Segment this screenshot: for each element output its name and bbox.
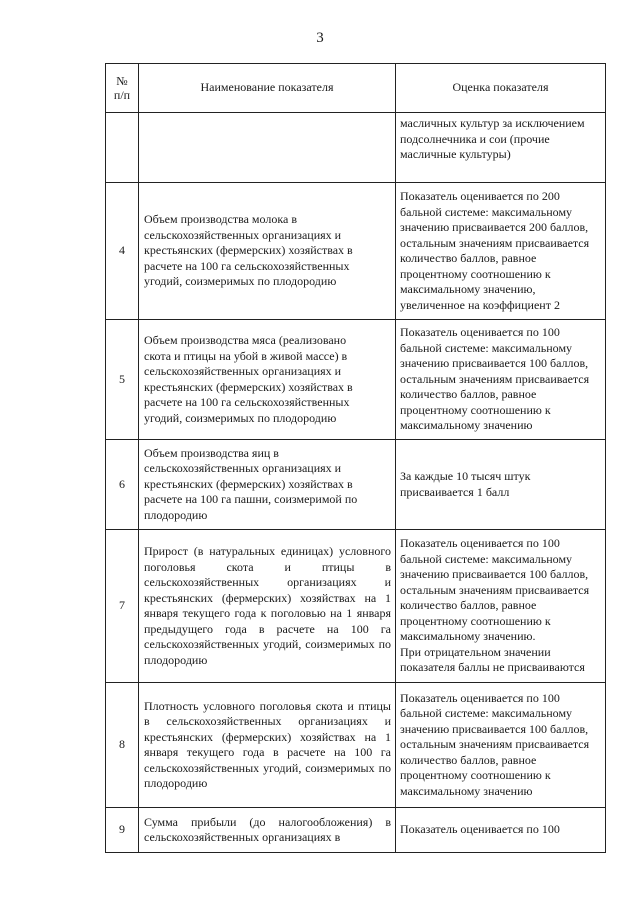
row-number: 5 — [106, 320, 139, 440]
row-number: 6 — [106, 440, 139, 530]
table-row — [106, 183, 606, 320]
indicator-name: Сумма прибыли (до налогообложения) в сельскохозяйственных организациях в — [139, 808, 396, 853]
row-number — [106, 113, 139, 183]
table-row — [106, 808, 606, 853]
indicator-evaluation: Показатель оценивается по 100 бальной системе: максимальному значению присваивается 100 баллов, остальным значениям присваивается количество баллов, равное процентному соотношению к максимальному значению. При отрицательном значении показателя баллы не присваиваются — [396, 530, 606, 683]
indicator-name: Плотность условного поголовья скота и птицы в сельскохозяйственных организациях и крестьянских (фермерских) хозяйствах на 1 января текущего года в расчете на 100 га сельскохозяйственных угодий, соизмеримых по плодородию — [139, 683, 396, 808]
header-indicator-name: Наименование показателя — [139, 64, 396, 113]
indicator-name: Прирост (в натуральных единицах) условного поголовья скота и птицы в сельскохозяйственных организациях и крестьянских (фермерских) хозяйствах на 1 января текущего года к поголовью на 1 января предыдущего года в расчете на 100 га сельскохозяйственных угодий, соизмеримых по плодородию — [139, 530, 396, 683]
indicator-name: Объем производства молока в сельскохозяйственных организациях и крестьянских (фермерских) хозяйствах в расчете на 100 га сельскохозяйственных угодий, соизмеримых по плодородию — [139, 183, 396, 320]
table-row — [106, 320, 606, 440]
table-row — [106, 440, 606, 530]
indicator-evaluation: Показатель оценивается по 100 — [396, 808, 606, 853]
indicator-evaluation: масличных культур за исключением подсолнечника и сои (прочие масличные культуры) — [396, 113, 606, 183]
indicator-evaluation: Показатель оценивается по 200 бальной системе: максимальному значению присваивается 200 баллов, остальным значениям присваивается количество баллов, равное процентному соотношению к максимальному значению, увеличенное на коэффициент 2 — [396, 183, 606, 320]
header-number: № п/п — [106, 64, 139, 113]
table-row — [106, 113, 606, 183]
row-number: 9 — [106, 808, 139, 853]
table-row — [106, 530, 606, 683]
table-header-row — [106, 64, 606, 113]
row-number: 4 — [106, 183, 139, 320]
table-row — [106, 683, 606, 808]
indicator-evaluation: За каждые 10 тысяч штук присваивается 1 балл — [396, 440, 606, 530]
indicator-evaluation: Показатель оценивается по 100 бальной системе: максимальному значению присваивается 100 баллов, остальным значениям присваивается количество баллов, равное процентному соотношению к максимальному значению — [396, 683, 606, 808]
row-number: 7 — [106, 530, 139, 683]
indicators-table — [105, 63, 606, 853]
indicator-evaluation: Показатель оценивается по 100 бальной системе: максимальному значению присваивается 100 баллов, остальным значениям присваивается количество баллов, равное процентному соотношению к максимальному значению — [396, 320, 606, 440]
header-indicator-evaluation: Оценка показателя — [396, 64, 606, 113]
row-number: 8 — [106, 683, 139, 808]
indicator-name — [139, 113, 396, 183]
indicator-name: Объем производства яиц в сельскохозяйственных организациях и крестьянских (фермерских) хозяйствах в расчете на 100 га пашни, соизмеримой по плодородию — [139, 440, 396, 530]
indicator-name: Объем производства мяса (реализовано скота и птицы на убой в живой массе) в сельскохозяйственных организациях и крестьянских (фермерских) хозяйствах в расчете на 100 га сельскохозяйственных угодий, соизмеримых по плодородию — [139, 320, 396, 440]
page-number: 3 — [316, 30, 324, 46]
